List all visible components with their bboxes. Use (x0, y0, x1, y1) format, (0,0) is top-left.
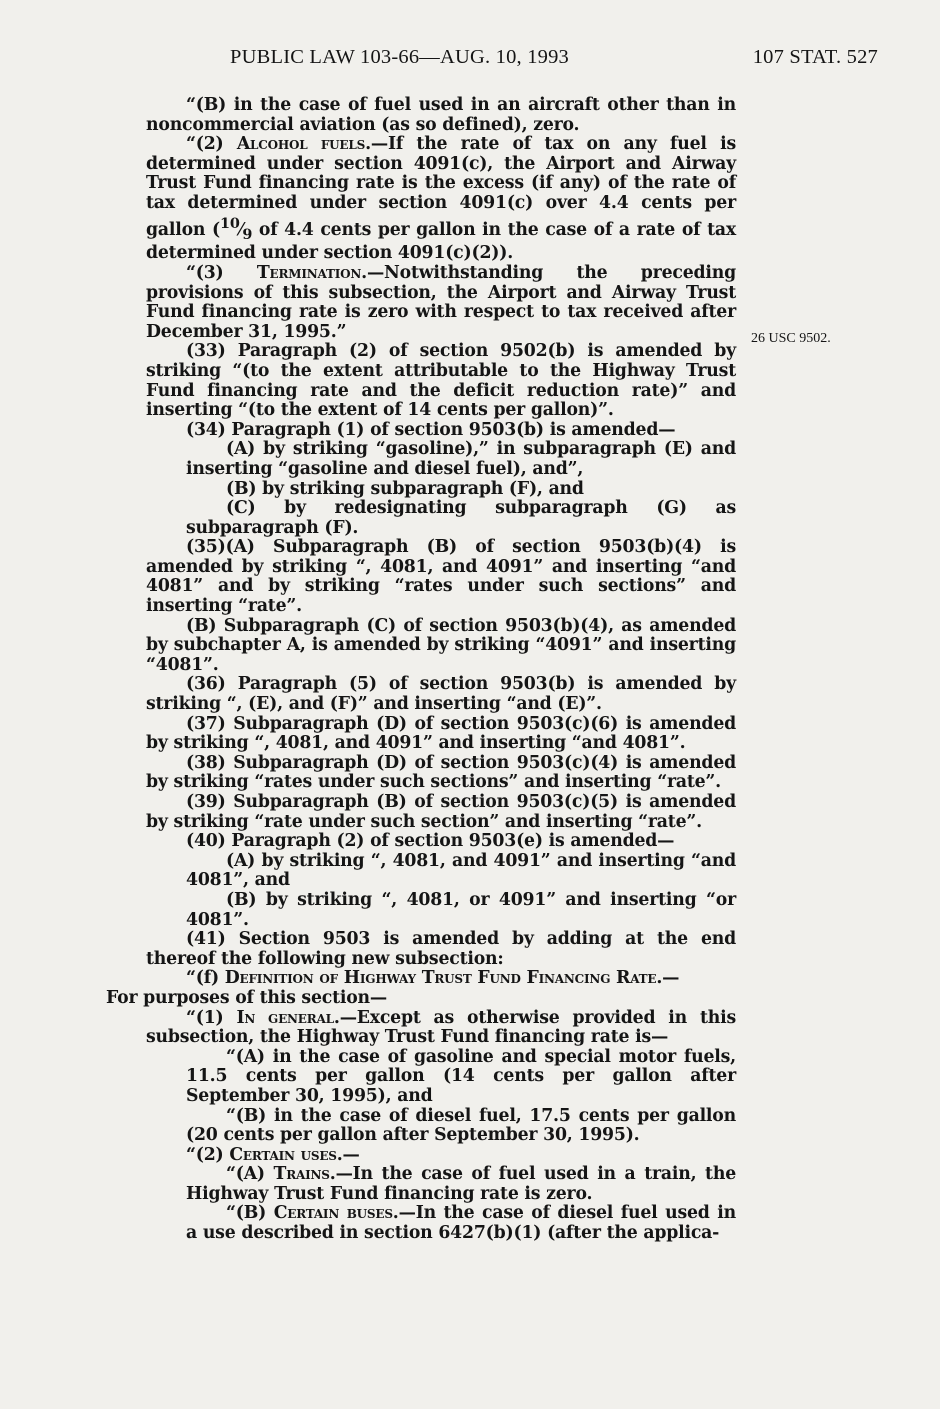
paragraph: (A) by striking “gasoline),” in subparagraph (E) and inserting “gasoline and diesel fuel), and”, (186, 439, 736, 479)
paragraph: (34) Paragraph (1) of section 9503(b) is amended— (186, 419, 676, 440)
paragraph: (40) Paragraph (2) of section 9503(e) is amended— (186, 831, 675, 852)
paragraph: “(A) Trains.—In the case of fuel used in a train, the Highway Trust Fund financing rate is zero. (186, 1164, 736, 1204)
paragraph: (35)(A) Subparagraph (B) of section 9503(b)(4) is amended by striking “, 4081, and 4091” and inserting “and 4081” and by striking “rates under such sections” and inserting “rate”. (146, 537, 736, 617)
paragraph: “(B) in the case of diesel fuel, 17.5 cents per gallon (20 cents per gallon after September 30, 1995). (186, 1105, 736, 1146)
paragraph: “(A) in the case of gasoline and special motor fuels, 11.5 cents per gallon (14 cents per gallon after September 30, 1995), and (186, 1046, 736, 1106)
paragraph: “(3) Termination.—Notwithstanding the preceding provisions of this subsection, the Airport and Airway Trust Fund financing rate is zero with respect to tax received after December 31, 1995.” (146, 262, 736, 342)
paragraph: (37) Subparagraph (D) of section 9503(c)(6) is amended by striking “, 4081, and 4091” and inserting “and 4081”. (146, 713, 736, 754)
paragraph: (38) Subparagraph (D) of section 9503(c)(4) is amended by striking “rates under such sections” and inserting “rate”. (146, 752, 736, 793)
law-text-body (106, 96, 736, 1244)
margin-note: 26 USC 9502. (751, 331, 831, 346)
paragraph: (B) by striking subparagraph (F), and (226, 478, 584, 499)
paragraph: (33) Paragraph (2) of section 9502(b) is amended by striking “(to the extent attributable to the Highway Trust Fund financing rate and the deficit reduction rate)” and inserting “(to the extent of 14 cents per gallon)”. (146, 341, 736, 421)
paragraph: “(2) Alcohol fuels.—If the rate of tax on any fuel is determined under section 4091(c), the Airport and Airway Trust Fund financing rate is the excess (if any) of the rate of tax determined under section 4091(c) over 4.4 cents per gallon ($^{10}⁄_9$ of 4.4 cents per gallon in the case of a rate of tax determined under section 4091(c)(2)). (146, 134, 736, 264)
paragraph: (41) Section 9503 is amended by adding at the end thereof the following new subsection: (146, 929, 736, 969)
paragraph: (A) by striking “, 4081, and 4091” and inserting “and 4081”, and (186, 850, 736, 891)
paragraph: (B) Subparagraph (C) of section 9503(b)(4), as amended by subchapter A, is amended by striking “4091” and inserting “4081”. (146, 615, 736, 675)
paragraph: (C) by redesignating subparagraph (G) as subparagraph (F). (186, 498, 736, 538)
paragraph: (B) by striking “, 4081, or 4091” and inserting “or 4081”. (186, 889, 736, 930)
header-law-citation: PUBLIC LAW 103-66—AUG. 10, 1993 (230, 46, 570, 68)
paragraph: For purposes of this section— (106, 987, 388, 1008)
paragraph: (39) Subparagraph (B) of section 9503(c)(5) is amended by striking “rate under such section” and inserting “rate”. (146, 792, 736, 832)
paragraph: “(1) In general.—Except as otherwise provided in this subsection, the Highway Trust Fund financing rate is— (146, 1007, 736, 1048)
paragraph: (36) Paragraph (5) of section 9503(b) is amended by striking “, (E), and (F)” and inserting “and (E)”. (146, 674, 736, 715)
header-stat-page: 107 STAT. 527 (752, 46, 878, 68)
running-header (230, 46, 878, 76)
paragraph: “(f) Definition of Highway Trust Fund Financing Rate.— (186, 968, 680, 989)
paragraph: “(B) Certain buses.—In the case of diesel fuel used in a use described in section 6427(b)(1) (after the applica- (186, 1203, 736, 1244)
paragraph: “(B) in the case of fuel used in an aircraft other than in noncommercial aviation (as so defined), zero. (146, 95, 736, 135)
paragraph: “(2) Certain uses.— (186, 1144, 360, 1165)
